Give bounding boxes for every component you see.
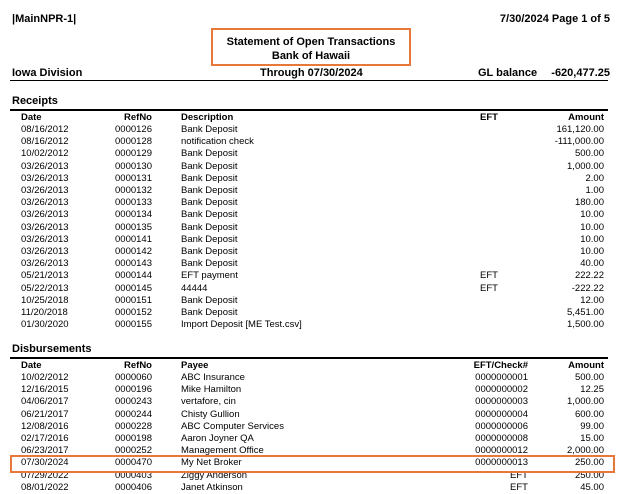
receipts-column-header <box>0 112 624 124</box>
eft-check-cell: 0000000004 <box>475 408 528 420</box>
description-cell: Bank Deposit <box>181 221 238 233</box>
disbursements-section-title: Disbursements <box>12 343 92 355</box>
eft-check-cell: 0000000002 <box>475 384 528 396</box>
col-date: Date <box>21 360 42 371</box>
payee-cell: Aaron Joyner QA <box>181 433 254 444</box>
eft-cell: EFT <box>480 270 498 282</box>
table-row <box>0 295 624 307</box>
description-cell: Bank Deposit <box>181 233 238 245</box>
amount-cell: 1,000.00 <box>567 160 604 172</box>
refno-cell: 0000130 <box>115 160 152 172</box>
refno-cell: 0000470 <box>115 457 152 469</box>
date-cell: 02/17/2016 <box>21 433 69 444</box>
table-row <box>0 372 624 384</box>
date-cell: 07/29/2022 <box>21 469 69 481</box>
description-cell: notification check <box>181 136 254 148</box>
description-cell: Bank Deposit <box>181 197 238 209</box>
date-cell: 03/26/2013 <box>21 172 69 184</box>
amount-cell: 40.00 <box>580 258 604 270</box>
table-row <box>0 234 624 246</box>
table-row <box>0 433 624 445</box>
report-id: |MainNPR-1| <box>12 13 77 25</box>
amount-cell: 1,000.00 <box>567 396 604 408</box>
refno-cell: 0000244 <box>115 408 152 420</box>
table-row <box>0 270 624 282</box>
table-row <box>0 222 624 234</box>
bank-name: Bank of Hawaii <box>271 50 351 62</box>
payee-cell: Chisty Gullion <box>181 408 240 420</box>
date-cell: 03/26/2013 <box>21 258 69 270</box>
refno-cell: 0000252 <box>115 445 152 457</box>
refno-cell: 0000135 <box>115 221 152 233</box>
refno-cell: 0000228 <box>115 420 152 432</box>
row-highlight-box <box>10 455 615 473</box>
description-cell: EFT payment <box>181 270 238 282</box>
date-cell: 03/26/2013 <box>21 233 69 245</box>
amount-cell: 12.00 <box>580 294 604 306</box>
amount-cell: 10.00 <box>580 209 604 221</box>
amount-cell: 10.00 <box>580 246 604 257</box>
table-row <box>0 384 624 396</box>
table-row <box>0 319 624 331</box>
col-eft: EFT <box>480 112 498 123</box>
date-cell: 11/20/2018 <box>21 307 68 318</box>
col-payee: Payee <box>181 360 209 371</box>
refno-cell: 0000196 <box>115 384 152 396</box>
amount-cell: 10.00 <box>580 221 604 233</box>
date-page: 7/30/2024 Page 1 of 5 <box>499 13 610 25</box>
eft-cell: EFT <box>480 282 498 294</box>
table-row <box>0 197 624 209</box>
eft-check-cell: EFT <box>510 481 528 493</box>
refno-cell: 0000133 <box>115 197 152 209</box>
payee-cell: ABC Insurance <box>181 372 245 383</box>
eft-check-cell: 0000000013 <box>475 457 528 469</box>
amount-cell: -222.22 <box>571 282 604 294</box>
through-date: Through 07/30/2024 <box>260 67 363 79</box>
amount-cell: 222.22 <box>574 270 604 282</box>
date-cell: 12/16/2015 <box>21 384 69 396</box>
refno-cell: 0000132 <box>115 185 152 196</box>
description-cell: Bank Deposit <box>181 172 238 184</box>
description-cell: Bank Deposit <box>181 294 238 306</box>
table-row <box>0 258 624 270</box>
payee-cell: Ziggy Anderson <box>181 469 248 481</box>
refno-cell: 0000129 <box>115 148 152 160</box>
date-cell: 03/26/2013 <box>21 246 69 257</box>
page-title: Statement of Open Transactions <box>226 36 396 48</box>
description-cell: Bank Deposit <box>181 124 238 135</box>
payee-cell: Janet Atkinson <box>181 481 243 493</box>
eft-check-cell: 0000000001 <box>475 372 528 383</box>
refno-cell: 0000126 <box>115 124 152 135</box>
description-cell: 44444 <box>181 282 208 294</box>
date-cell: 10/25/2018 <box>21 294 69 306</box>
table-row <box>0 161 624 173</box>
table-row <box>0 185 624 197</box>
payee-cell: ABC Computer Services <box>181 420 284 432</box>
date-cell: 05/22/2013 <box>21 282 69 294</box>
date-cell: 10/02/2012 <box>21 372 69 383</box>
table-row <box>0 482 624 494</box>
refno-cell: 0000143 <box>115 258 152 270</box>
col-date: Date <box>21 112 42 123</box>
date-cell: 10/02/2012 <box>21 148 69 160</box>
table-row <box>0 136 624 148</box>
amount-cell: 250.00 <box>574 469 604 481</box>
receipts-divider <box>10 109 608 111</box>
col-eft-check: EFT/Check# <box>473 360 528 371</box>
description-cell: Bank Deposit <box>181 209 238 221</box>
refno-cell: 0000128 <box>115 136 152 148</box>
header-divider <box>10 80 608 81</box>
table-row <box>0 421 624 433</box>
table-row <box>0 209 624 221</box>
description-cell: Bank Deposit <box>181 185 238 196</box>
col-description: Description <box>181 112 234 123</box>
disbursements-divider <box>10 357 608 359</box>
date-cell: 03/26/2013 <box>21 221 69 233</box>
amount-cell: 600.00 <box>574 408 604 420</box>
date-cell: 06/21/2017 <box>21 408 69 420</box>
description-cell: Bank Deposit <box>181 246 238 257</box>
amount-cell: 99.00 <box>580 420 604 432</box>
payee-cell: vertafore, cin <box>181 396 236 408</box>
refno-cell: 0000243 <box>115 396 152 408</box>
amount-cell: 2,000.00 <box>567 445 604 457</box>
date-cell: 03/26/2013 <box>21 209 69 221</box>
amount-cell: 500.00 <box>574 148 604 160</box>
amount-cell: 45.00 <box>580 481 604 493</box>
refno-cell: 0000198 <box>115 433 152 444</box>
description-cell: Import Deposit [ME Test.csv] <box>181 319 302 331</box>
table-row <box>0 124 624 136</box>
date-cell: 08/16/2012 <box>21 124 69 135</box>
table-row <box>0 148 624 160</box>
refno-cell: 0000141 <box>115 233 152 245</box>
table-row <box>0 173 624 185</box>
table-row <box>0 307 624 319</box>
eft-check-cell: 0000000008 <box>475 433 528 444</box>
col-amount: Amount <box>568 112 604 123</box>
date-cell: 03/26/2013 <box>21 185 69 196</box>
date-cell: 06/23/2017 <box>21 445 69 457</box>
amount-cell: 250.00 <box>574 457 604 469</box>
refno-cell: 0000151 <box>115 294 152 306</box>
table-row <box>0 283 624 295</box>
col-refno: RefNo <box>124 112 152 123</box>
payee-cell: My Net Broker <box>181 457 242 469</box>
col-amount: Amount <box>568 360 604 371</box>
eft-check-cell: 0000000012 <box>475 445 528 457</box>
refno-cell: 0000155 <box>115 319 152 331</box>
table-row <box>0 396 624 408</box>
date-cell: 03/26/2013 <box>21 160 69 172</box>
refno-cell: 0000145 <box>115 282 152 294</box>
amount-cell: 12.25 <box>580 384 604 396</box>
amount-cell: 1,500.00 <box>567 319 604 331</box>
table-row <box>0 246 624 258</box>
date-cell: 08/16/2012 <box>21 136 69 148</box>
table-row <box>0 409 624 421</box>
refno-cell: 0000131 <box>115 172 152 184</box>
division-name: Iowa Division <box>12 67 83 79</box>
gl-balance-label: GL balance <box>478 67 538 79</box>
refno-cell: 0000152 <box>115 307 152 318</box>
description-cell: Bank Deposit <box>181 148 238 160</box>
date-cell: 07/30/2024 <box>21 457 69 469</box>
amount-cell: 180.00 <box>574 197 604 209</box>
refno-cell: 0000060 <box>115 372 152 383</box>
date-cell: 03/26/2013 <box>21 197 69 209</box>
date-cell: 08/01/2022 <box>21 481 69 493</box>
description-cell: Bank Deposit <box>181 307 238 318</box>
amount-cell: 15.00 <box>580 433 604 444</box>
eft-check-cell: 0000000003 <box>475 396 528 408</box>
eft-check-cell: EFT <box>510 469 528 481</box>
amount-cell: -111,000.00 <box>554 136 604 148</box>
disbursements-column-header <box>0 360 624 372</box>
gl-balance-value: -620,477.25 <box>551 67 610 79</box>
amount-cell: 500.00 <box>574 372 604 383</box>
refno-cell: 0000134 <box>115 209 152 221</box>
description-cell: Bank Deposit <box>181 160 238 172</box>
payee-cell: Management Office <box>181 445 264 457</box>
amount-cell: 161,120.00 <box>556 124 604 135</box>
refno-cell: 0000144 <box>115 270 152 282</box>
amount-cell: 5,451.00 <box>567 307 604 318</box>
receipts-section-title: Receipts <box>12 95 58 107</box>
date-cell: 01/30/2020 <box>21 319 69 331</box>
description-cell: Bank Deposit <box>181 258 238 270</box>
col-refno: RefNo <box>124 360 152 371</box>
amount-cell: 1.00 <box>585 185 604 196</box>
date-cell: 04/06/2017 <box>21 396 69 408</box>
refno-cell: 0000403 <box>115 469 152 481</box>
amount-cell: 10.00 <box>580 233 604 245</box>
amount-cell: 2.00 <box>585 172 604 184</box>
date-cell: 12/08/2016 <box>21 420 69 432</box>
date-cell: 05/21/2013 <box>21 270 69 282</box>
payee-cell: Mike Hamilton <box>181 384 242 396</box>
eft-check-cell: 0000000006 <box>475 420 528 432</box>
refno-cell: 0000142 <box>115 246 152 257</box>
refno-cell: 0000406 <box>115 481 152 493</box>
